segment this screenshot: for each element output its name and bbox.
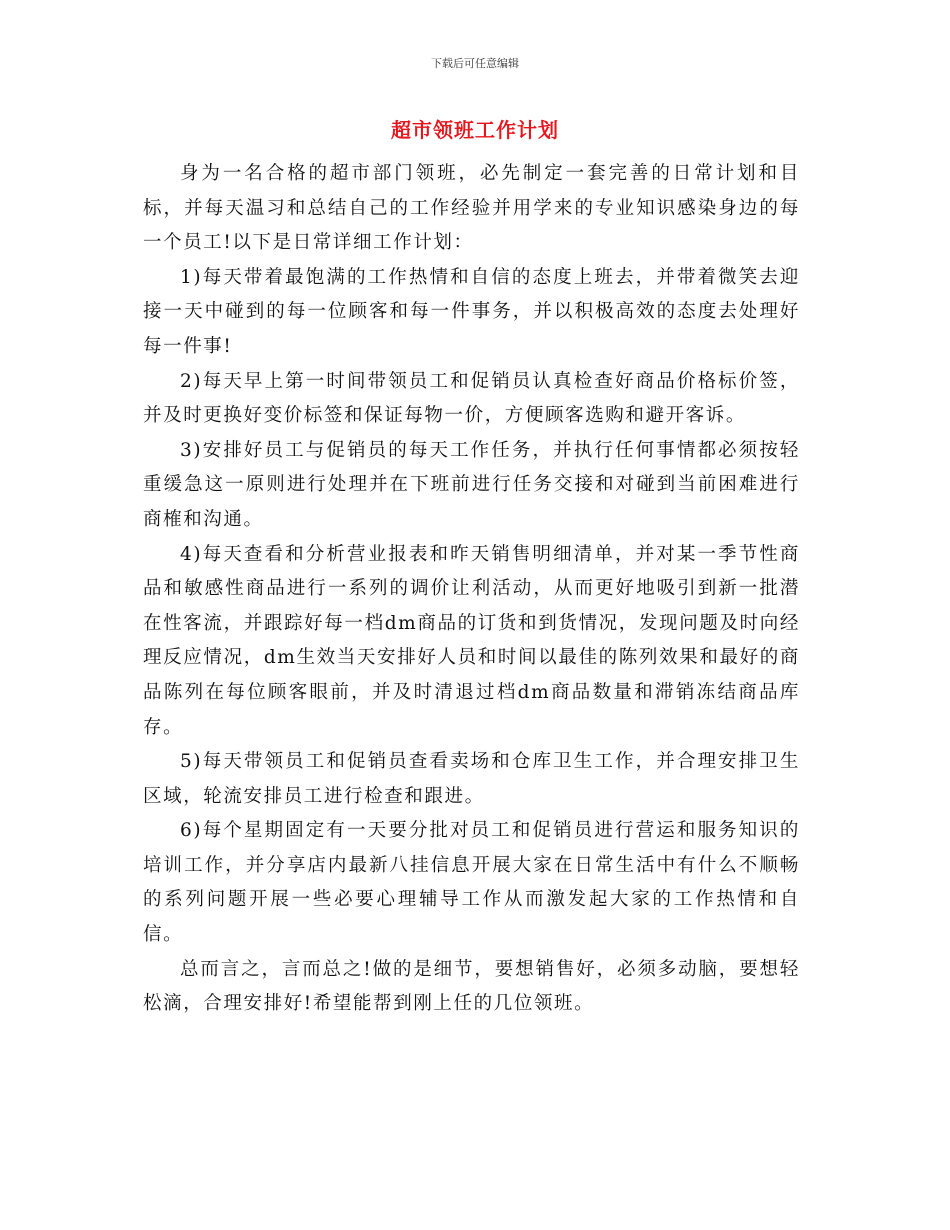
document-title: 超市领班工作计划 <box>391 118 559 142</box>
paragraph-conclusion: 总而言之，言而总之!做的是细节，要想销售好，必须多动脑，要想轻松滴，合理安排好!希望能帮到刚上任的几位领班。 <box>143 958 800 1015</box>
paragraph-item-2: 2)每天早上第一时间带领员工和促销员认真检查好商品价格标价签，并及时更换好变价标签和保证每物一价，方便顾客选购和避开客诉。 <box>143 370 800 427</box>
paragraph-intro: 身为一名合格的超市部门领班，必先制定一套完善的日常计划和目标，并每天温习和总结自己的工作经验并用学来的专业知识感染身边的每一个员工!以下是日常详细工作计划： <box>143 163 800 254</box>
document-body <box>143 157 800 1022</box>
paragraph-item-4: 4)每天查看和分析营业报表和昨天销售明细清单，并对某一季节性商品和敏感性商品进行一系列的调价让利活动，从而更好地吸引到新一批潜在性客流，并跟踪好每一档dm商品的订货和到货情况，发现问题及时向经理反应情况，dm生效当天安排好人员和时间以最佳的陈列效果和最好的商品陈列在每位顾客眼前，并及时清退过档dm商品数量和滞销冻结商品库存。 <box>143 543 800 738</box>
paragraph-item-1: 1)每天带着最饱满的工作热情和自信的态度上班去，并带着微笑去迎接一天中碰到的每一位顾客和每一件事务，并以积极高效的态度去处理好每一件事! <box>143 266 800 357</box>
paragraph-item-6: 6)每个星期固定有一天要分批对员工和促销员进行营运和服务知识的培训工作，并分享店内最新八挂信息开展大家在日常生活中有什么不顺畅的系列问题开展一些必要心理辅导工作从而激发起大家的工作热情和自信。 <box>143 820 800 946</box>
paragraph-item-5: 5)每天带领员工和促销员查看卖场和仓库卫生工作，并合理安排卫生区域，轮流安排员工进行检查和跟进。 <box>143 751 800 807</box>
paragraph-item-3: 3)安排好员工与促销员的每天工作任务，并执行任何事情都必须按轻重缓急这一原则进行处理并在下班前进行任务交接和对碰到当前困难进行商榷和沟通。 <box>143 439 800 530</box>
header-note: 下载后可任意编辑 <box>431 57 519 70</box>
